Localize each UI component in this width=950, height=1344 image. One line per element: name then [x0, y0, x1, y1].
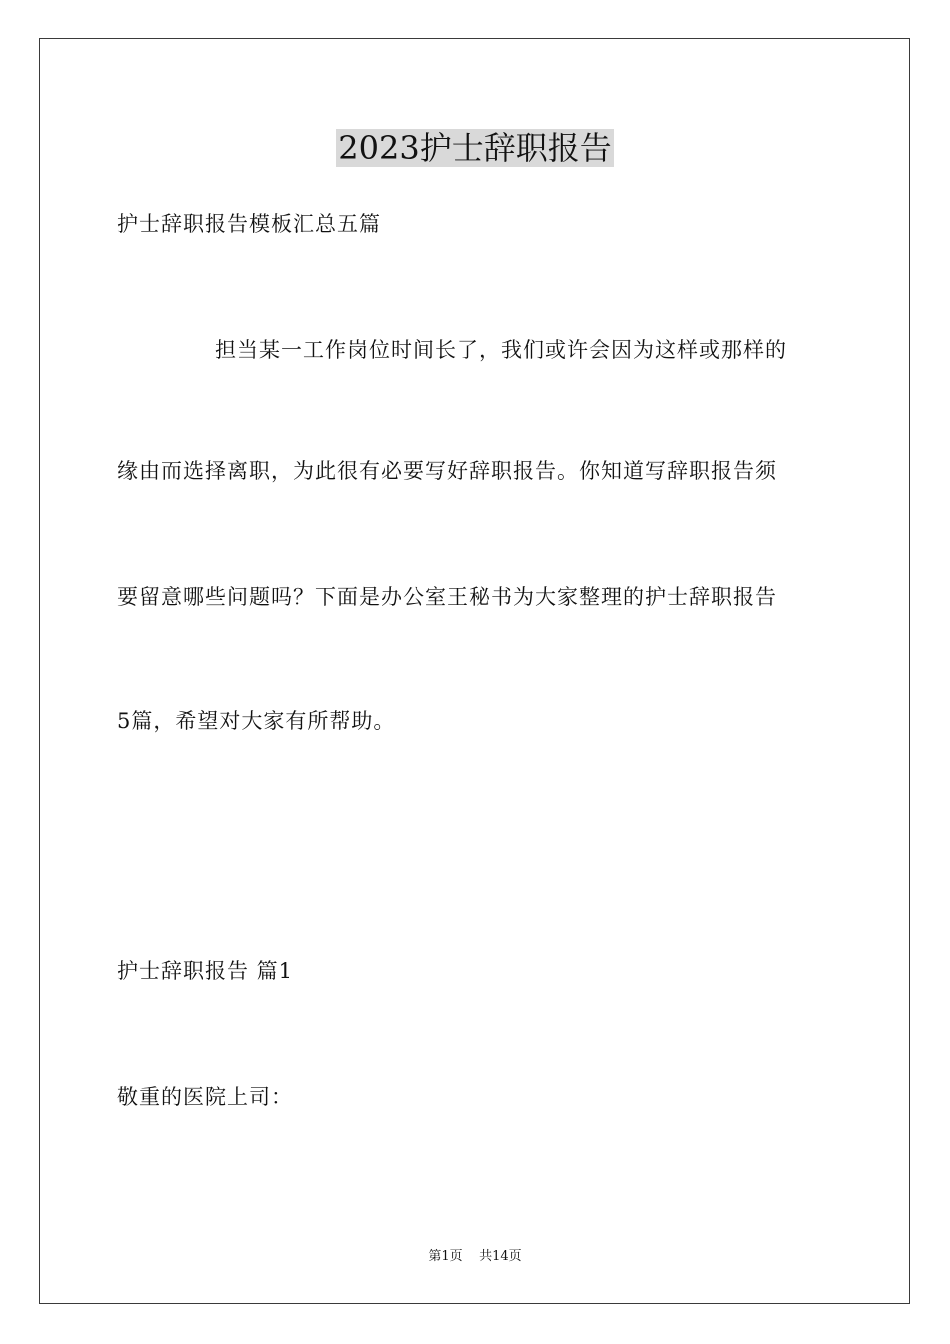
salutation: 敬重的医院上司： [117, 1085, 293, 1109]
section-heading: 护士辞职报告 篇1 [117, 959, 294, 983]
document-subtitle: 护士辞职报告模板汇总五篇 [117, 212, 381, 236]
document-title [0, 128, 950, 168]
page-footer [0, 1248, 950, 1266]
page-number: 第1页 [428, 1249, 463, 1264]
intro-line-3: 要留意哪些问题吗？下面是办公室王秘书为大家整理的护士辞职报告 [117, 585, 777, 609]
page-total: 共14页 [479, 1249, 522, 1264]
intro-line-4: 5篇，希望对大家有所帮助。 [117, 709, 396, 733]
document-title-text: 2023护士辞职报告 [338, 129, 612, 167]
intro-line-1: 担当某一工作岗位时间长了，我们或许会因为这样或那样的 [215, 338, 787, 362]
intro-line-2: 缘由而选择离职，为此很有必要写好辞职报告。你知道写辞职报告须 [117, 459, 777, 483]
